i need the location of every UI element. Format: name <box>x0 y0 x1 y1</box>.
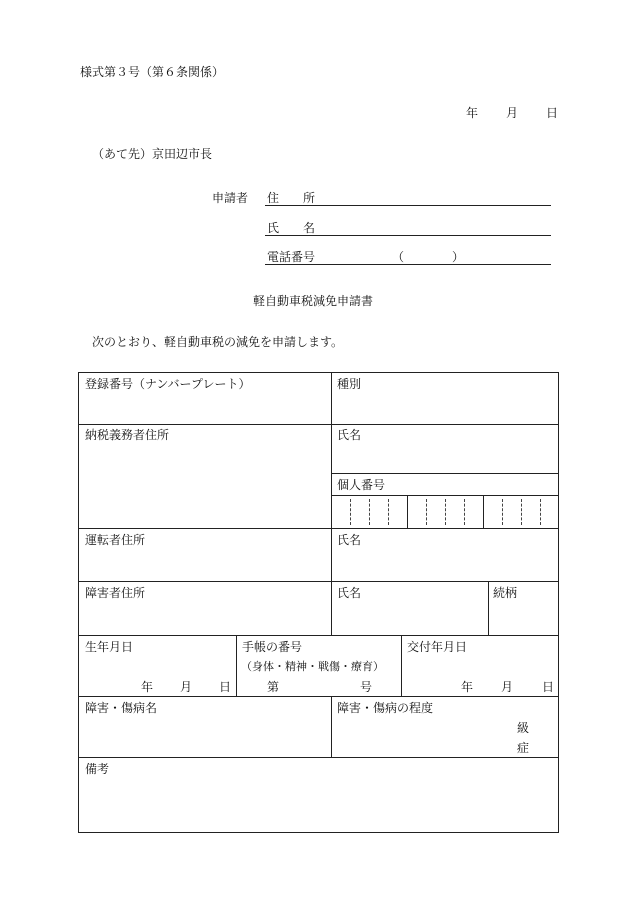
digit-divider <box>445 499 446 525</box>
col-divider <box>488 581 489 635</box>
digit-group-divider <box>407 495 408 528</box>
issue-year: 年 <box>461 680 474 694</box>
addressee: （あて先）京田辺市長 <box>92 147 213 161</box>
date-day: 日 <box>546 106 559 120</box>
digit-divider <box>464 499 465 525</box>
birth-date-label: 生年月日 <box>85 640 134 654</box>
document-title: 軽自動車税減免申請書 <box>253 294 374 308</box>
row-divider <box>79 581 558 582</box>
relationship-label: 続柄 <box>493 586 518 600</box>
applicant-label: 申請者 <box>212 191 249 205</box>
row-divider <box>332 495 558 496</box>
col-divider <box>331 373 332 635</box>
applicant-phone-line[interactable] <box>265 264 551 265</box>
issue-month: 月 <box>501 680 514 694</box>
grade-label: 級 <box>517 721 530 735</box>
digit-divider <box>350 499 351 525</box>
row-divider <box>79 635 558 636</box>
applicant-name-label: 氏 名 <box>267 221 316 235</box>
taxpayer-name-label: 氏名 <box>337 428 362 442</box>
remarks-label: 備考 <box>85 762 110 776</box>
birth-year: 年 <box>141 680 154 694</box>
row-divider <box>79 424 558 425</box>
taxpayer-address-label: 納税義務者住所 <box>85 428 170 442</box>
personal-number-label: 個人番号 <box>337 478 386 492</box>
disability-degree-label: 障害・傷病の程度 <box>337 701 434 715</box>
handbook-number-label: 手帳の番号 <box>242 640 303 654</box>
digit-group-divider <box>483 495 484 528</box>
vehicle-type-label: 種別 <box>337 377 362 391</box>
application-table <box>78 372 559 833</box>
handbook-dai: 第 <box>267 680 280 694</box>
symptom-label: 症 <box>517 741 530 755</box>
row-divider <box>79 528 558 529</box>
col-divider <box>401 635 402 696</box>
intro-text: 次のとおり、軽自動車税の減免を申請します。 <box>92 335 344 349</box>
disabled-name-label: 氏名 <box>337 586 362 600</box>
handbook-types: （身体・精神・戦傷・療育） <box>241 660 384 673</box>
applicant-phone-label: 電話番号 <box>267 250 316 264</box>
date-year: 年 <box>466 106 479 120</box>
digit-divider <box>369 499 370 525</box>
col-divider <box>236 635 237 696</box>
applicant-name-line[interactable] <box>265 235 551 236</box>
issue-day: 日 <box>542 680 555 694</box>
digit-divider <box>540 499 541 525</box>
driver-name-label: 氏名 <box>337 533 362 547</box>
birth-day: 日 <box>219 680 232 694</box>
digit-divider <box>521 499 522 525</box>
applicant-address-line[interactable] <box>265 205 551 206</box>
handbook-go: 号 <box>360 680 373 694</box>
registration-number-label: 登録番号（ナンバープレート） <box>85 377 251 391</box>
issue-date-label: 交付年月日 <box>407 640 468 654</box>
applicant-phone-paren: （ ） <box>392 250 465 264</box>
row-divider <box>332 473 558 474</box>
row-divider <box>79 696 558 697</box>
driver-address-label: 運転者住所 <box>85 533 146 547</box>
disability-name-label: 障害・傷病名 <box>85 701 158 715</box>
digit-divider <box>388 499 389 525</box>
digit-divider <box>502 499 503 525</box>
col-divider <box>331 696 332 757</box>
applicant-address-label: 住 所 <box>267 191 316 205</box>
digit-divider <box>426 499 427 525</box>
row-divider <box>79 757 558 758</box>
birth-month: 月 <box>180 680 193 694</box>
date-month: 月 <box>506 106 519 120</box>
form-number: 様式第３号（第６条関係） <box>80 65 225 79</box>
disabled-address-label: 障害者住所 <box>85 586 146 600</box>
